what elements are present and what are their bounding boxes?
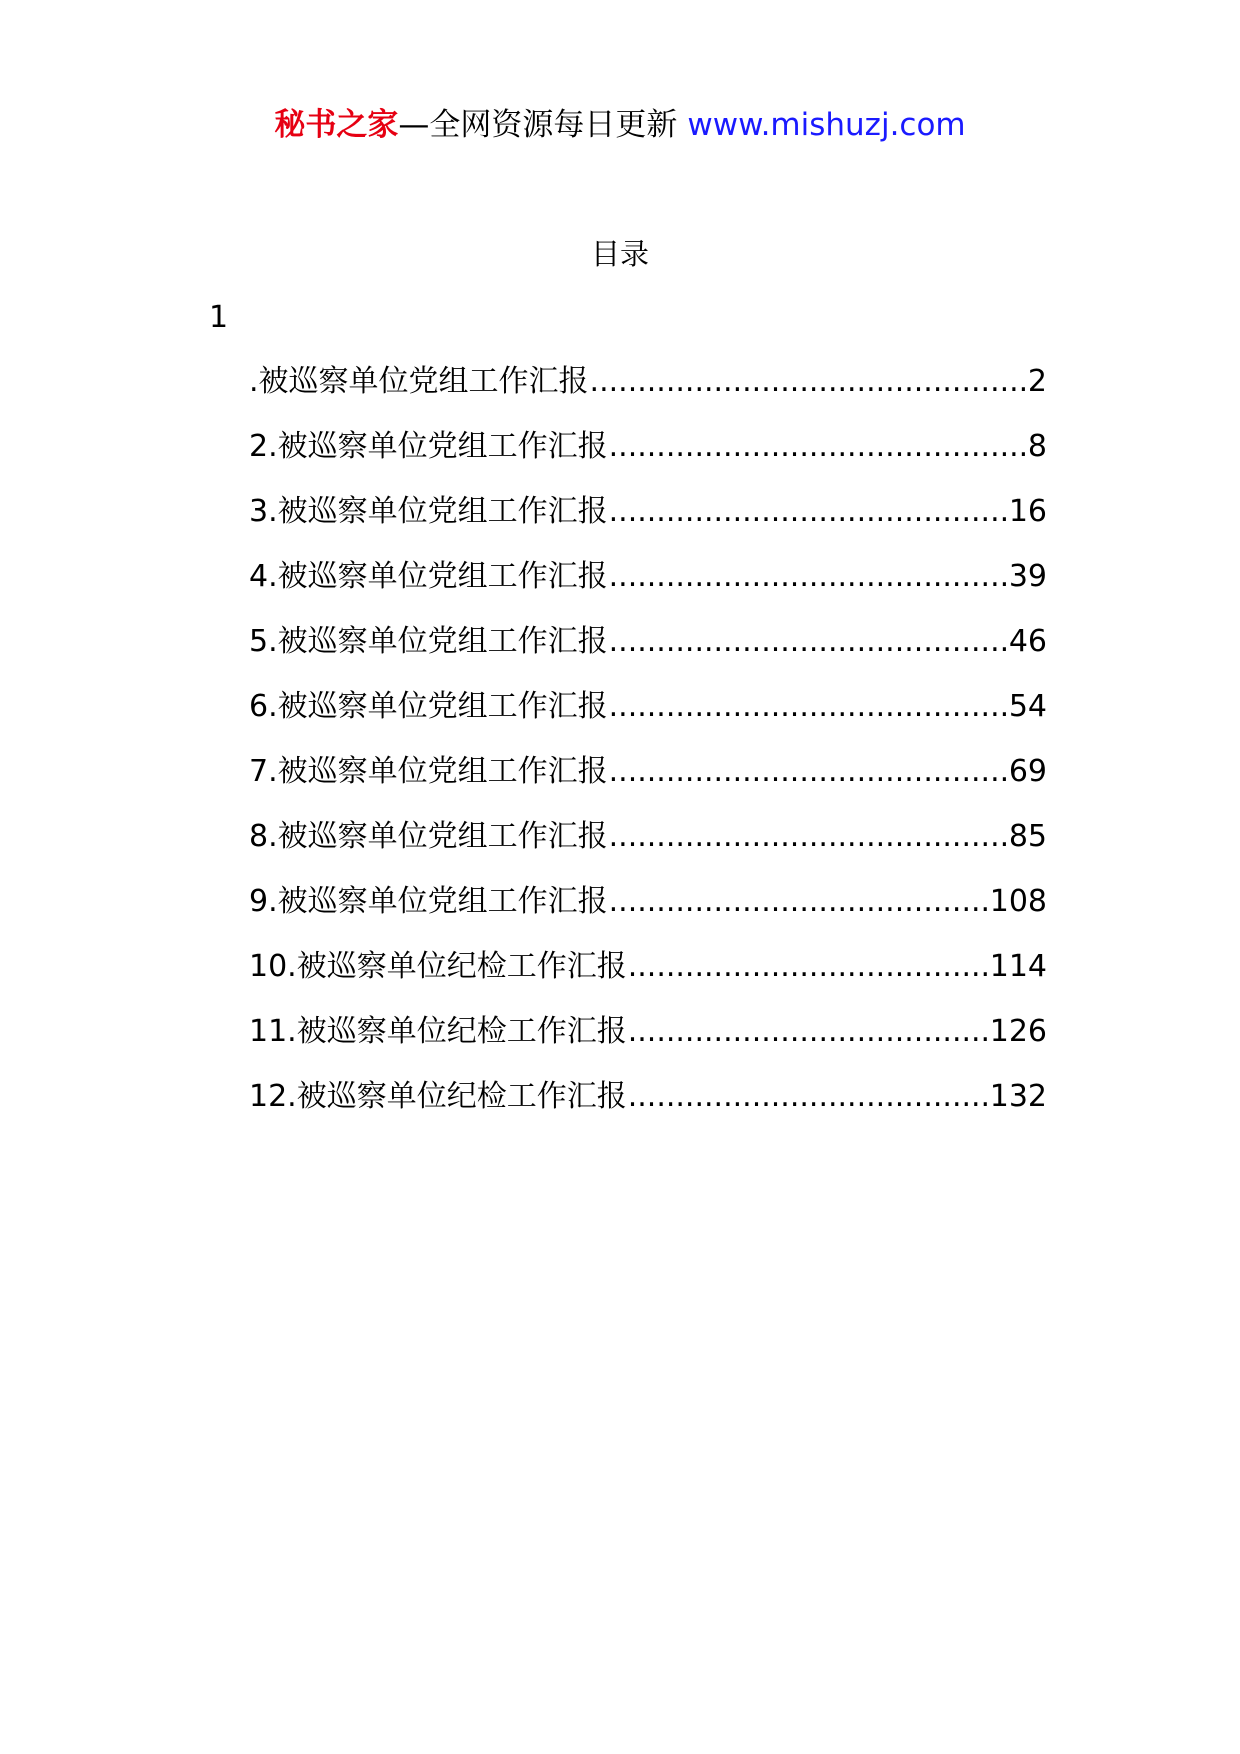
toc-entry[interactable] (249, 1010, 1047, 1075)
table-of-contents (249, 360, 1047, 1140)
toc-entry-page-number: 54 (1008, 689, 1047, 724)
toc-entry[interactable] (249, 750, 1047, 815)
website-link[interactable]: www.mishuzj.com (687, 107, 966, 143)
toc-entry-page-number: 132 (989, 1079, 1047, 1114)
toc-entry-label: 4.被巡察单位党组工作汇报 (249, 559, 608, 594)
toc-entry[interactable] (249, 815, 1047, 880)
toc-dot-leader (628, 1075, 989, 1119)
toc-dot-leader (609, 750, 1008, 794)
toc-entry[interactable] (249, 490, 1047, 555)
toc-dot-leader (609, 815, 1008, 859)
toc-dot-leader (609, 490, 1008, 534)
toc-title: 目录 (590, 237, 649, 271)
toc-entry-page-number: 126 (989, 1014, 1047, 1049)
header-tagline: —全网资源每日更新 (398, 107, 678, 143)
brand-name: 秘书之家 (274, 107, 399, 143)
toc-entry-page-number: 114 (989, 949, 1047, 984)
toc-entry-page-number: 46 (1008, 624, 1047, 659)
toc-entry-page-number: 108 (989, 884, 1047, 919)
toc-entry-page-number: 39 (1008, 559, 1047, 594)
toc-entry-label: 2.被巡察单位党组工作汇报 (249, 429, 608, 464)
toc-entry-label: 11.被巡察单位纪检工作汇报 (249, 1014, 627, 1049)
toc-entry-label: 5.被巡察单位党组工作汇报 (249, 624, 608, 659)
toc-entry[interactable] (249, 555, 1047, 620)
toc-dot-leader (609, 880, 989, 924)
toc-entry-label: 8.被巡察单位党组工作汇报 (249, 819, 608, 854)
toc-dot-leader (628, 945, 989, 989)
toc-entry-page-number: 16 (1008, 494, 1047, 529)
toc-entry-page-number: 69 (1008, 754, 1047, 789)
toc-entry-label: 6.被巡察单位党组工作汇报 (249, 689, 608, 724)
toc-entry-page-number: 2 (1027, 364, 1047, 399)
toc-entry[interactable] (249, 620, 1047, 685)
toc-entry[interactable] (249, 360, 1047, 425)
toc-entry-page-number: 8 (1027, 429, 1047, 464)
toc-entry-page-number: 85 (1008, 819, 1047, 854)
toc-entry-label: 10.被巡察单位纪检工作汇报 (249, 949, 627, 984)
toc-entry[interactable] (249, 685, 1047, 750)
page-header (0, 100, 1240, 150)
toc-dot-leader (628, 1010, 989, 1054)
toc-entry[interactable] (249, 1075, 1047, 1140)
toc-entry[interactable] (249, 945, 1047, 1010)
toc-entry-label: .被巡察单位党组工作汇报 (249, 364, 589, 399)
toc-dot-leader (590, 360, 1027, 404)
toc-dot-leader (609, 425, 1027, 469)
toc-entry-label: 7.被巡察单位党组工作汇报 (249, 754, 608, 789)
toc-entry-label: 3.被巡察单位党组工作汇报 (249, 494, 608, 529)
toc-dot-leader (609, 620, 1008, 664)
toc-leading-number: 1 (209, 300, 229, 335)
toc-entry-label: 12.被巡察单位纪检工作汇报 (249, 1079, 627, 1114)
toc-dot-leader (609, 685, 1008, 729)
toc-entry[interactable] (249, 880, 1047, 945)
toc-entry[interactable] (249, 425, 1047, 490)
toc-dot-leader (609, 555, 1008, 599)
toc-entry-label: 9.被巡察单位党组工作汇报 (249, 884, 608, 919)
